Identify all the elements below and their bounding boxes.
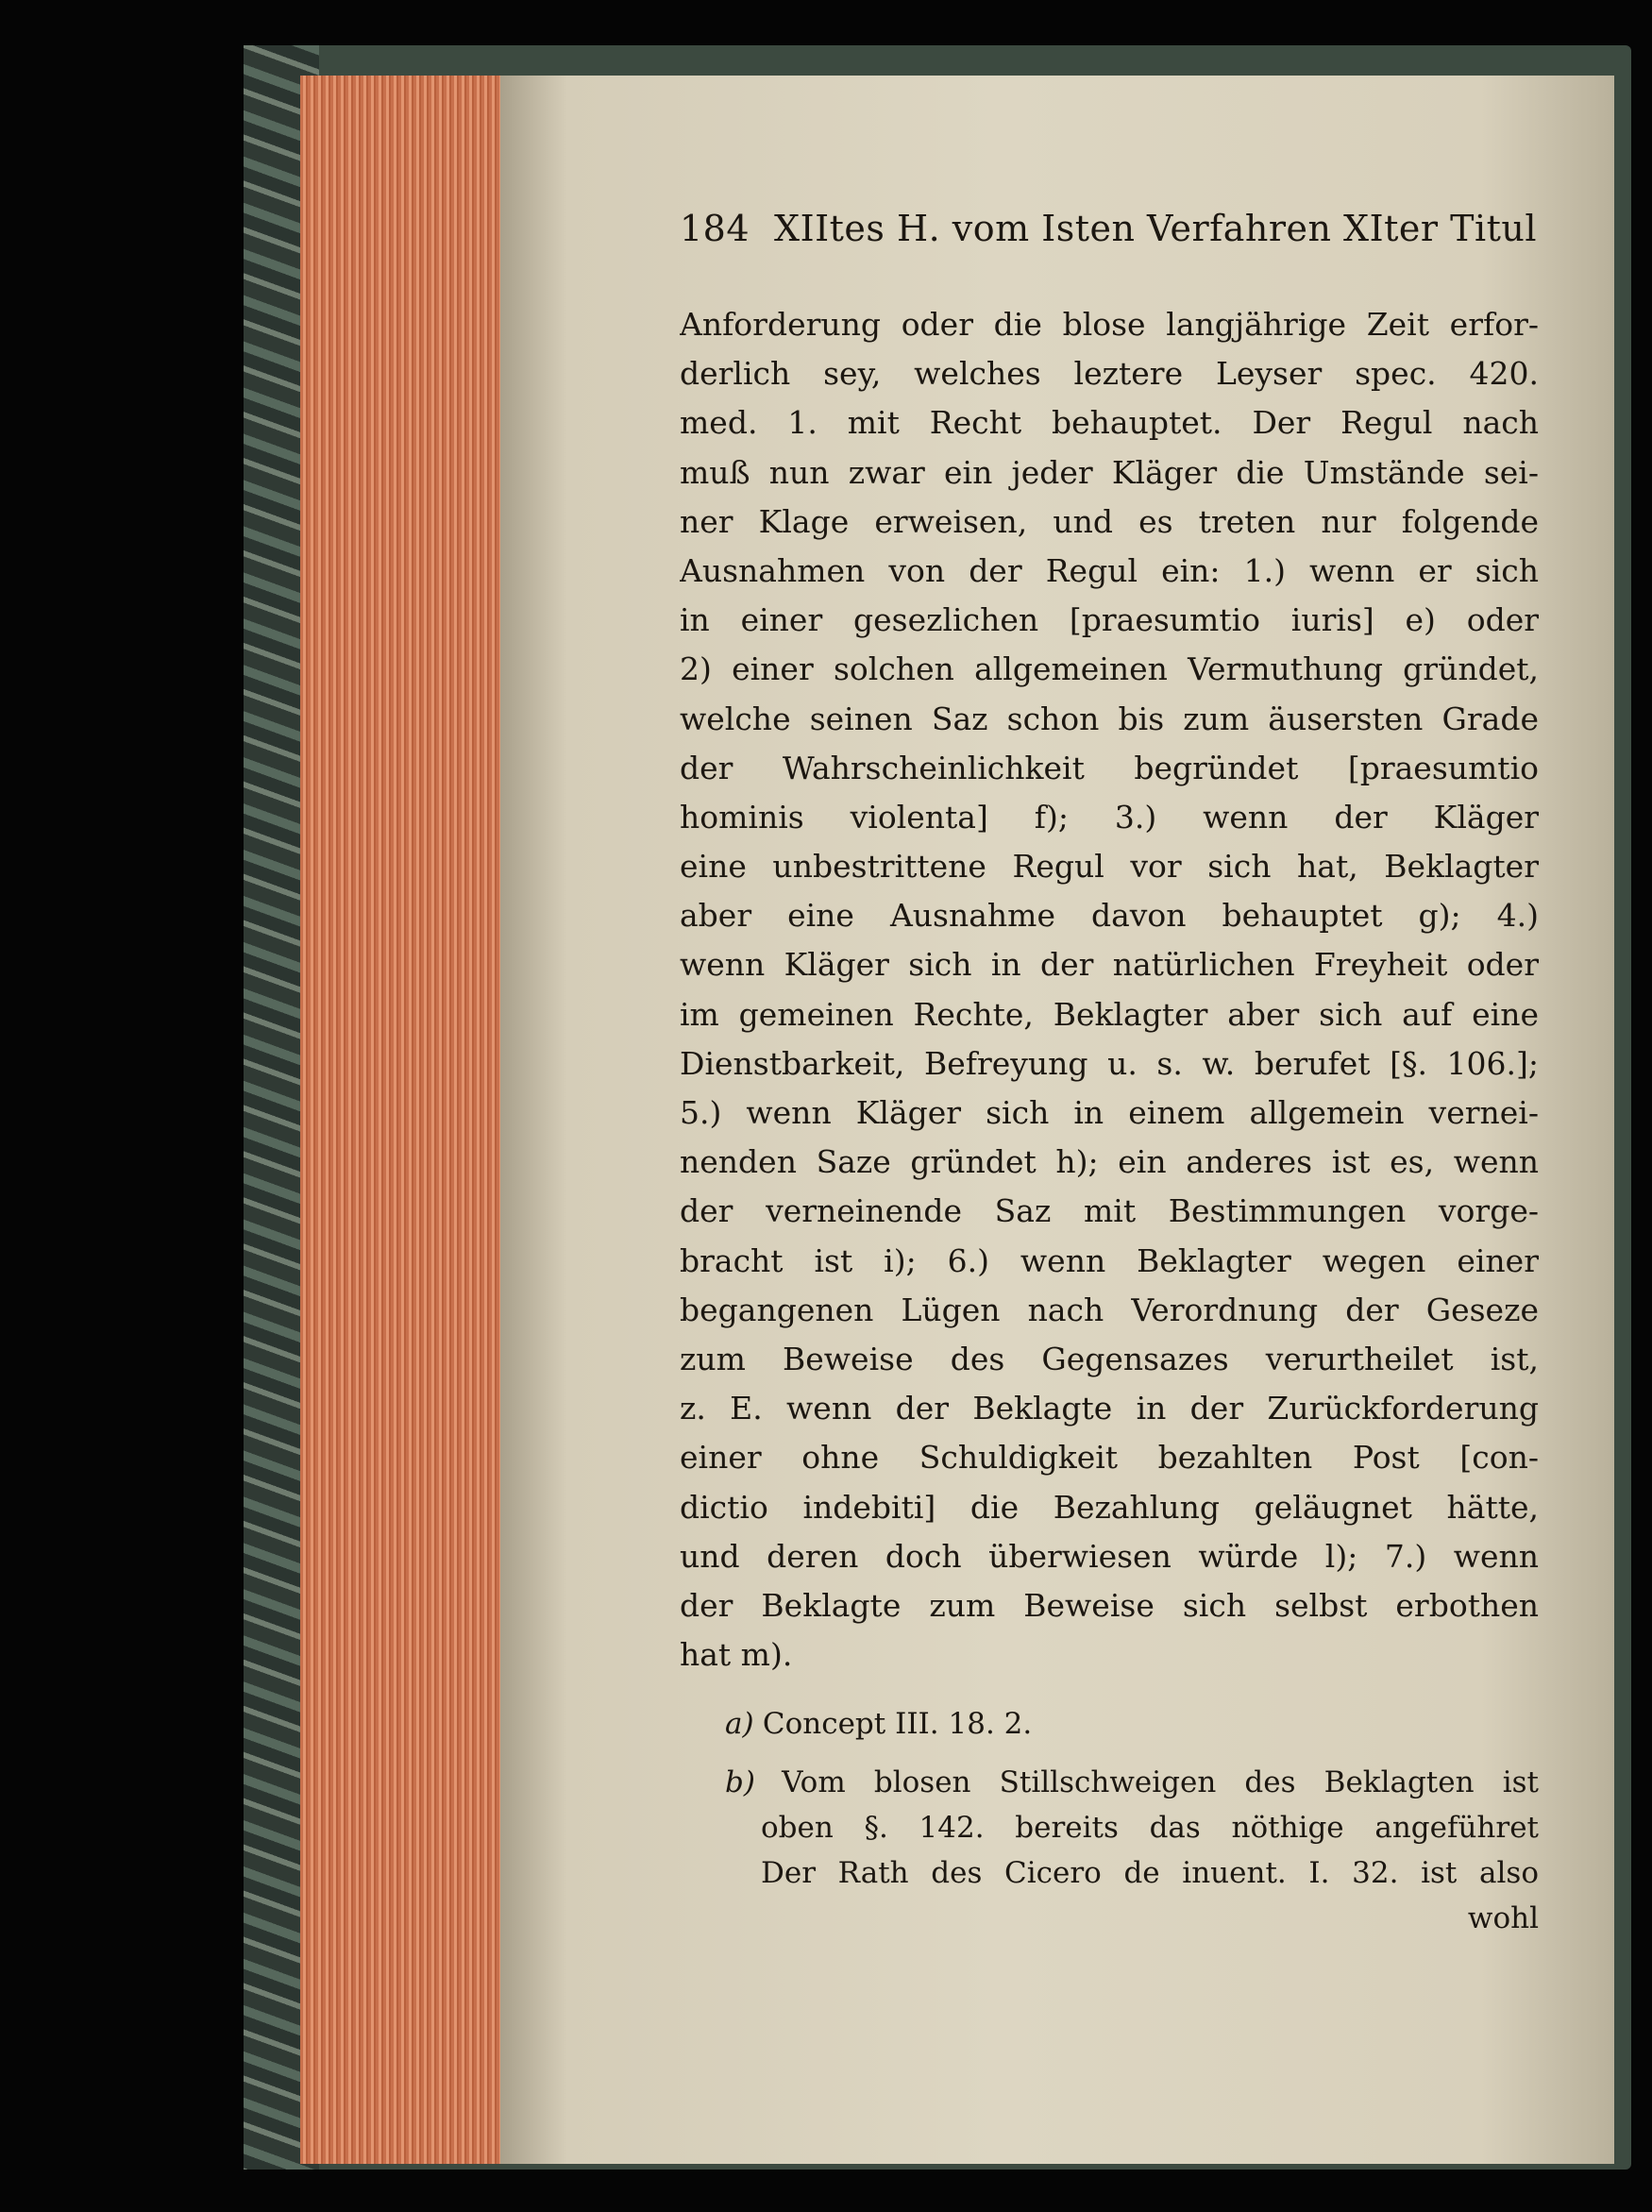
text-line: welche seinen Saz schon bis zum äusersten Grade xyxy=(680,700,1539,737)
text-line: Ausnahmen von der Regul ein: 1.) wenn er sich xyxy=(680,551,1539,589)
footnote-text: Vom blosen Stillschweigen des Beklagten ist xyxy=(782,1765,1539,1799)
text-line: und deren doch überwiesen würde l); 7.) wenn xyxy=(680,1537,1539,1575)
text-line: muß nun zwar ein jeder Kläger die Umstände sei- xyxy=(680,453,1539,491)
text-line: eine unbestrittene Regul vor sich hat, Beklagter xyxy=(680,848,1539,886)
text-line: ner Klage erweisen, und es treten nur folgende xyxy=(680,502,1539,540)
text-line: begangenen Lügen nach Verordnung der Geseze xyxy=(680,1291,1539,1328)
text-line: zum Beweise des Gegensazes verurtheilet ist, xyxy=(680,1340,1539,1377)
red-page-edges xyxy=(300,76,500,2164)
text-line: 2) einer solchen allgemeinen Vermuthung gründet, xyxy=(680,650,1539,688)
text-line: der Beklagte zum Beweise sich selbst erbothen xyxy=(680,1586,1539,1624)
text-line: hominis violenta] f); 3.) wenn der Kläger xyxy=(680,798,1539,836)
footnote-marker: a) xyxy=(725,1707,754,1741)
text-line: Dienstbarkeit, Befreyung u. s. w. berufet [§. 106.]; xyxy=(680,1044,1539,1082)
text-line: dictio indebiti] die Bezahlung geläugnet hätte, xyxy=(680,1488,1539,1526)
text-line: der verneinende Saz mit Bestimmungen vorge- xyxy=(680,1192,1539,1230)
text-line: in einer gesezlichen [praesumtio iuris] e) oder xyxy=(680,601,1539,639)
text-line: im gemeinen Rechte, Beklagter aber sich auf eine xyxy=(680,995,1539,1033)
text-line: bracht ist i); 6.) wenn Beklagter wegen einer xyxy=(680,1241,1539,1279)
footnote-text: Concept III. 18. 2. xyxy=(762,1707,1033,1741)
text-line: z. E. wenn der Beklagte in der Zurückforderung xyxy=(680,1390,1539,1427)
body-text xyxy=(680,300,1539,1680)
text-line: 5.) wenn Kläger sich in einem allgemein vernei- xyxy=(680,1094,1539,1131)
page-number: 184 xyxy=(680,208,750,249)
text-line: med. 1. mit Recht behauptet. Der Regul nach xyxy=(680,404,1539,442)
text-line: aber eine Ausnahme davon behauptet g); 4.) xyxy=(680,897,1539,935)
footnote-b-continuation: oben §. 142. bereits das nöthige angeführet xyxy=(761,1811,1539,1845)
text-line: wenn Kläger sich in der natürlichen Freyheit oder xyxy=(680,946,1539,984)
text-line: hat m). xyxy=(680,1636,793,1674)
catchword: wohl xyxy=(1467,1901,1539,1935)
footnote-b xyxy=(725,1760,1539,1805)
text-line: Anforderung oder die blose langjährige Zeit erfor- xyxy=(680,306,1539,343)
footnote-a xyxy=(725,1701,1539,1747)
running-header xyxy=(680,208,1539,249)
text-line: der Wahrscheinlichkeit begründet [praesumtio xyxy=(680,749,1539,786)
running-title: XIItes H. vom Isten Verfahren XIter Titul xyxy=(774,208,1537,249)
text-line: derlich sey, welches leztere Leyser spec. 420. xyxy=(680,355,1539,393)
footnotes xyxy=(725,1701,1539,1941)
text-line: einer ohne Schuldigkeit bezahlten Post [con- xyxy=(680,1439,1539,1477)
footnote-marker: b) xyxy=(725,1765,755,1799)
footnote-b-continuation: Der Rath des Cicero de inuent. I. 32. ist also xyxy=(761,1856,1539,1890)
text-line: nenden Saze gründet h); ein anderes ist es, wenn xyxy=(680,1143,1539,1181)
